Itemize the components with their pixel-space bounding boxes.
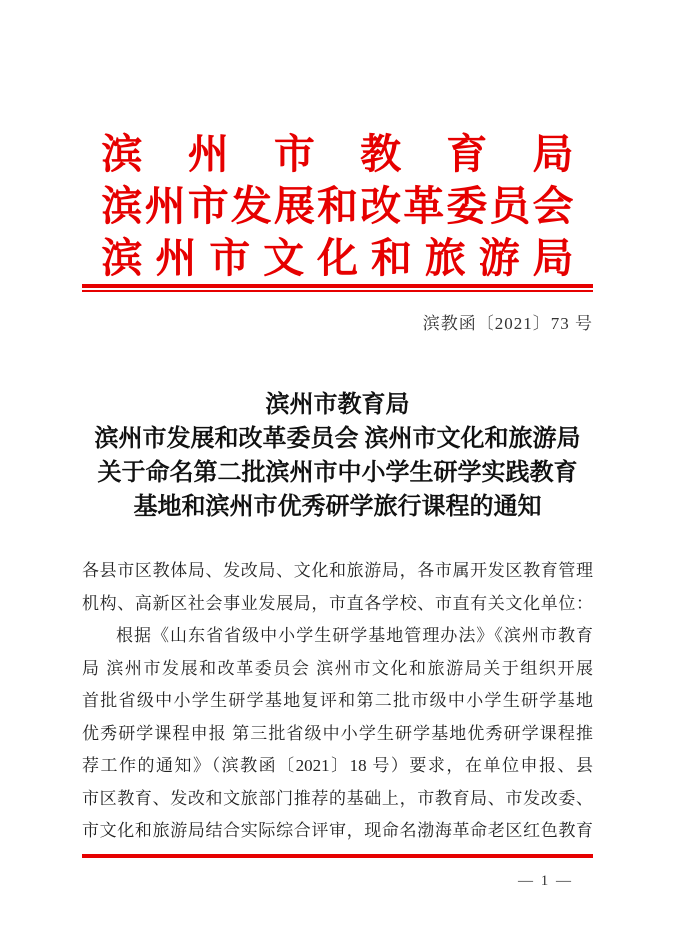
body-line: 局 滨州市发展和改革委员会 滨州市文化和旅游局关于组织开展	[82, 658, 593, 678]
body-line: 荐工作的通知》（滨教函〔2021〕18 号）要求，在单位申报、县	[82, 756, 593, 775]
footer-divider	[82, 854, 593, 858]
body-line: 机构、高新区社会事业发展局，市直各学校、市直有关文化单位：	[82, 593, 593, 613]
agency-name-line-1: 滨州市教育局	[101, 131, 574, 177]
body-line: 优秀研学课程申报 第三批省级中小学生研学基地优秀研学课程推	[82, 723, 593, 743]
document-number: 滨教函〔2021〕73 号	[422, 314, 593, 333]
document-header	[102, 0, 574, 284]
agency-name-line-3: 滨州市文化和旅游局	[101, 235, 574, 281]
agency-name-line-2: 滨州市发展和改革委员会	[101, 183, 574, 229]
document-body	[82, 555, 593, 848]
body-line: 市文化和旅游局结合实际综合评审，现命名渤海革命老区红色教育	[82, 821, 593, 840]
body-line: 市区教育、发改和文旅部门推荐的基础上，市教育局、市发改委、	[82, 788, 593, 808]
title-line-3: 关于命名第二批滨州市中小学生研学实践教育	[97, 460, 578, 486]
page-number: — 1 —	[518, 872, 573, 889]
page-footer	[82, 870, 593, 892]
title-line-2: 滨州市发展和改革委员会 滨州市文化和旅游局	[94, 426, 581, 452]
body-line: 根据《山东省省级中小学生研学基地管理办法》《滨州市教育	[116, 626, 593, 645]
title-line-4: 基地和滨州市优秀研学旅行课程的通知	[133, 494, 542, 520]
document-title	[0, 388, 675, 524]
header-divider	[82, 284, 593, 292]
title-line-1: 滨州市教育局	[265, 392, 410, 418]
body-line: 首批省级中小学生研学基地复评和第二批市级中小学生研学基地	[82, 691, 593, 710]
body-line: 各县市区教体局、发改局、文化和旅游局，各市属开发区教育管理	[82, 561, 593, 580]
